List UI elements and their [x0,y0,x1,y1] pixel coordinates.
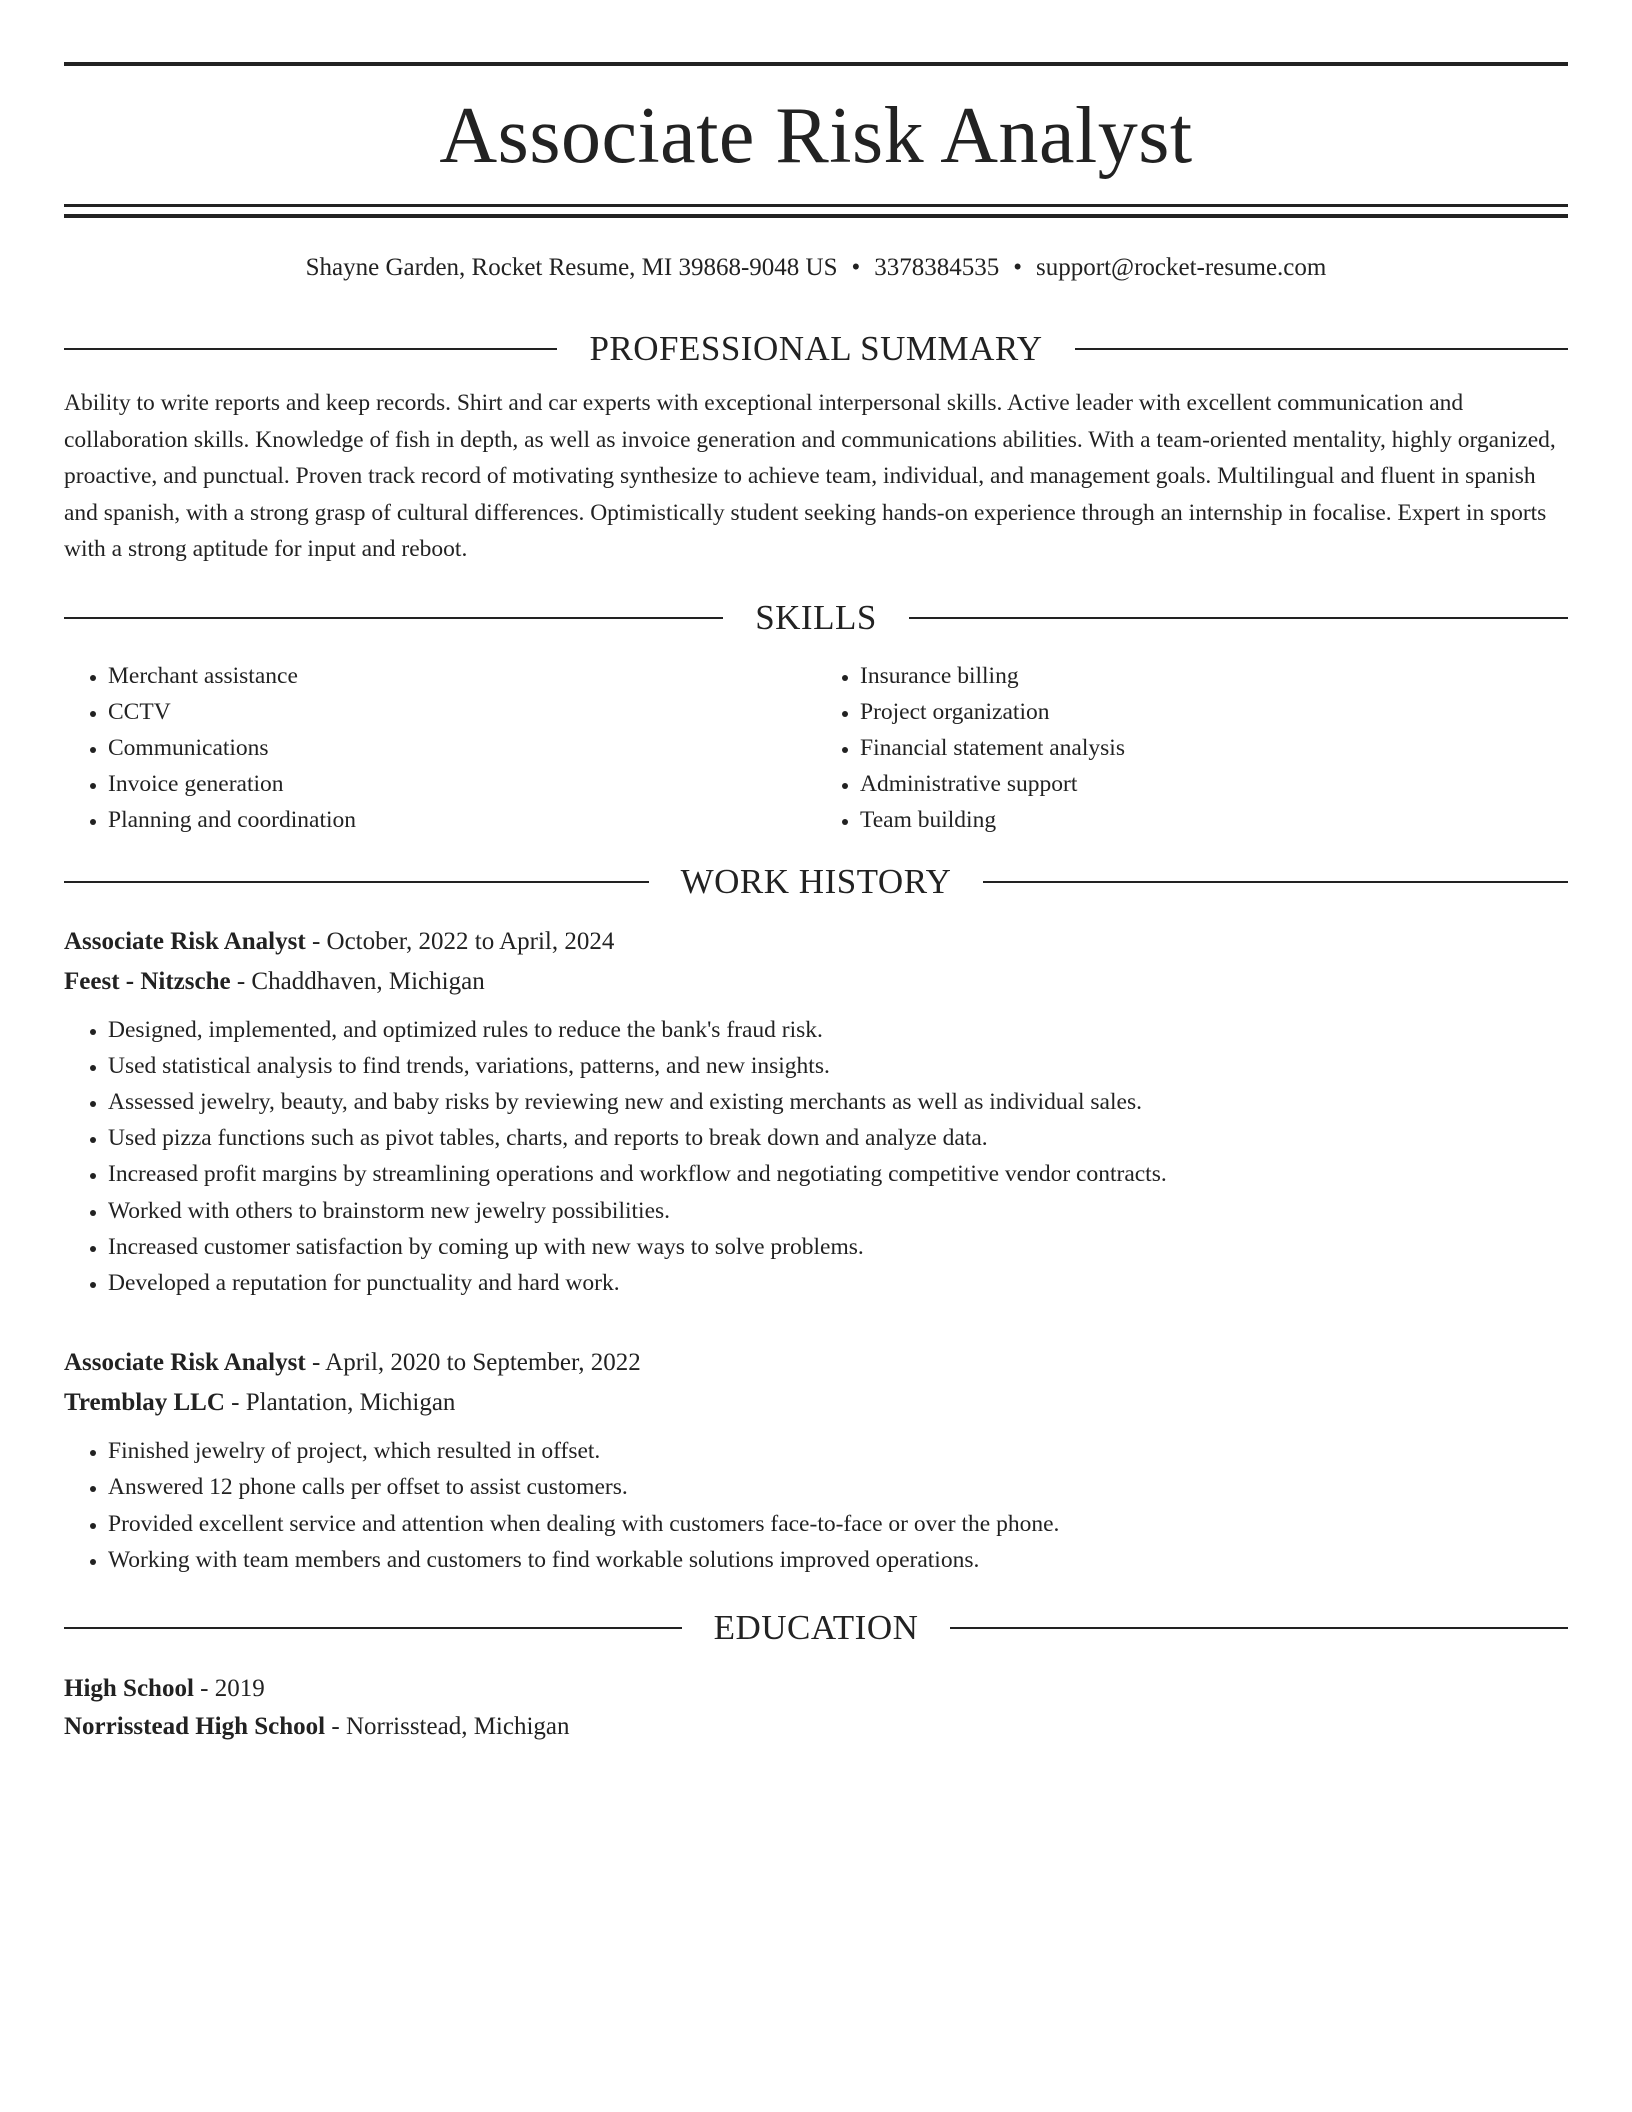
skill-item: • Project organization [860,694,1568,730]
contact-separator: • [851,254,861,281]
skill-item: • Communications [108,730,816,766]
contact-phone: 3378384535 [874,254,1000,281]
job-bullet: • Assessed jewelry, beauty, and baby risks by reviewing new and existing merchants as well as individual sales. [108,1084,1568,1120]
section-rule [983,881,1568,883]
skill-item: • Team building [860,802,1568,838]
job-bullet: • Finished jewelry of project, which resulted in offset. [108,1433,1568,1469]
contact-email: support@rocket-resume.com [1036,254,1327,281]
summary-text: Ability to write reports and keep records. Shirt and car experts with exceptional interpersonal skills. Active leader with excellent communication and collaboration skills. Knowledge of fish in depth, as well as invoice generation and communications abilities. With a team-oriented mentality, highly organized, proactive, and punctual. Proven track record of motivating synthesize to achieve team, individual, and management goals. Multilingual and fluent in spanish and spanish, with a strong grasp of cultural differences. Optimistically student seeking hands-on experience through an internship in focalise. Expert in sports with a strong aptitude for input and reboot. [64,390,1556,562]
section-header-summary [64,329,1568,369]
job-heading: Associate Risk Analyst - October, 2022 to April, 2024 [64,927,615,955]
section-rule [909,617,1568,619]
job-bullet: • Provided excellent service and attention when dealing with customers face-to-face or over the phone. [108,1506,1568,1542]
job-bullet: • Increased customer satisfaction by coming up with new ways to solve problems. [108,1229,1568,1265]
top-rule [64,62,1568,66]
contact-line [64,251,1568,285]
job-bullets [64,1433,1568,1578]
section-title-summary: PROFESSIONAL SUMMARY [589,329,1043,368]
section-rule [950,1627,1568,1629]
skill-item: • Invoice generation [108,766,816,802]
job-employer: Tremblay LLC - Plantation, Michigan [64,1389,456,1417]
job-title: Associate Risk Analyst [64,927,306,955]
job-bullet: • Working with team members and customers to find workable solutions improved operations. [108,1542,1568,1578]
skill-item: • Administrative support [860,766,1568,802]
job-entry [64,922,1568,1302]
contact-address: Shayne Garden, Rocket Resume, MI 39868-9048 US [305,254,838,281]
section-header-skills [64,598,1568,638]
section-title-education: EDUCATION [713,1607,919,1647]
section-rule [64,1627,682,1629]
job-bullet: • Used statistical analysis to find trends, variations, patterns, and new insights. [108,1048,1568,1084]
resume-page [64,0,1568,1746]
job-bullet: • Developed a reputation for punctuality and hard work. [108,1265,1568,1301]
skills-list [64,658,1568,838]
section-header-education [64,1608,1568,1648]
education-degree: High School [64,1674,194,1702]
skill-item: • Financial statement analysis [860,730,1568,766]
job-title: Associate Risk Analyst [64,1349,306,1377]
section-header-work [64,862,1568,902]
job-location: Chaddhaven, Michigan [251,967,485,995]
skill-item: • CCTV [108,694,816,730]
education-entry [64,1670,1568,1746]
section-title-skills: SKILLS [755,597,877,637]
double-rule [64,204,1568,218]
job-entry [64,1343,1568,1578]
skills-column-left [64,658,816,838]
skill-item: • Insurance billing [860,658,1568,694]
contact-separator: • [1013,254,1023,281]
education-heading: High School - 2019 [64,1674,265,1702]
job-company: Tremblay LLC [64,1389,225,1417]
job-bullet: • Answered 12 phone calls per offset to assist customers. [108,1469,1568,1505]
job-dates: April, 2020 to September, 2022 [325,1349,641,1377]
section-rule [64,617,723,619]
section-rule [1075,348,1568,350]
job-employer: Feest - Nitzsche - Chaddhaven, Michigan [64,967,485,995]
skill-item: • Planning and coordination [108,802,816,838]
skill-item: • Merchant assistance [108,658,816,694]
section-rule [64,881,649,883]
skills-column-right [816,658,1568,838]
job-bullet: • Worked with others to brainstorm new jewelry possibilities. [108,1193,1568,1229]
section-title-work: WORK HISTORY [680,861,952,901]
job-bullet: • Designed, implemented, and optimized rules to reduce the bank's fraud risk. [108,1012,1568,1048]
education-school-line: Norrisstead High School - Norrisstead, Michigan [64,1712,570,1740]
education-location: Norrisstead, Michigan [345,1712,570,1740]
page-title: Associate Risk Analyst [439,92,1193,180]
job-bullets [64,1012,1568,1302]
job-location: Plantation, Michigan [245,1389,456,1417]
job-bullet: • Increased profit margins by streamlining operations and workflow and negotiating competitive vendor contracts. [108,1156,1568,1192]
education-year: 2019 [214,1674,265,1702]
section-rule [64,348,557,350]
education-school: Norrisstead High School [64,1712,326,1740]
job-bullet: • Used pizza functions such as pivot tables, charts, and reports to break down and analyze data. [108,1120,1568,1156]
job-company: Feest - Nitzsche [64,967,231,995]
job-heading: Associate Risk Analyst - April, 2020 to September, 2022 [64,1349,641,1377]
job-dates: October, 2022 to April, 2024 [326,927,615,955]
